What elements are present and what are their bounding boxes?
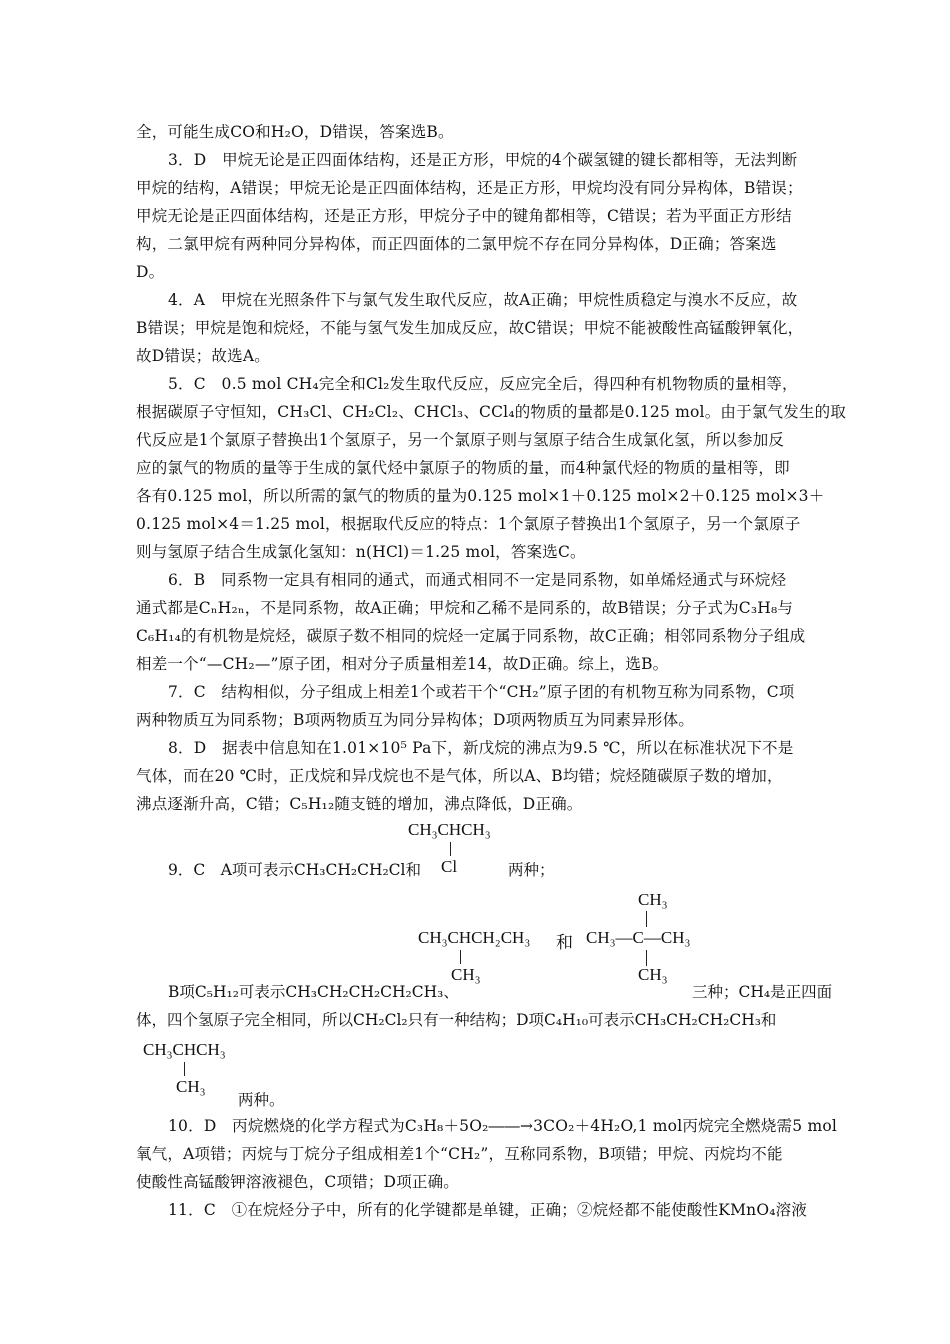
text-line: 甲烷无论是正四面体结构，还是正方形，甲烷分子中的键角都相等，C错误；若为平面正方形结 xyxy=(136,207,792,225)
bond-line xyxy=(646,950,647,966)
text-line: B错误；甲烷是饱和烷烃，不能与氢气发生加成反应，故C错误；甲烷不能被酸性高锰酸钾氧化， xyxy=(136,319,804,337)
text-line: 甲烷的结构，A错误；甲烷无论是正四面体结构，还是正方形，甲烷均没有同分异构体，B错误； xyxy=(136,179,803,197)
text-line: 应的氯气的物质的量等于生成的氯代烃中氯原子的物质的量，而4种氯代烃的物质的量相等，即 xyxy=(136,459,790,477)
molecule-main-chain: CH₃CHCH₂CH₃ xyxy=(418,928,531,947)
text-line: 5．C 0.5 mol CH₄完全和Cl₂发生取代反应，反应完全后，得四种有机物物质的量相等， xyxy=(168,375,798,393)
q9-suffix-text: 两种； xyxy=(508,861,555,879)
text-line: 则与氢原子结合生成氯化氢知：n(HCl)＝1.25 mol，答案选C。 xyxy=(136,543,586,561)
molecule-neopentane xyxy=(586,928,696,948)
molecule-2-chloropropane xyxy=(408,820,491,840)
text-line: 0.125 mol×4＝1.25 mol，根据取代反应的特点：1个氯原子替换出1个氢原子，另一个氯原子 xyxy=(136,515,801,533)
molecule-isobutane xyxy=(143,1040,226,1060)
molecule-isopentane xyxy=(418,928,530,948)
molecule-main-chain: CH₃CHCH₃ xyxy=(408,820,491,839)
q9-b-prefix-text: B项C₅H₁₂可表示CH₃CH₂CH₂CH₂CH₃、 xyxy=(168,983,459,1001)
bond-line xyxy=(646,911,647,927)
text-line: 4．A 甲烷在光照条件下与氯气发生取代反应，故A正确；甲烷性质稳定与溴水不反应，故 xyxy=(168,291,798,309)
text-line: 氧气，A项错；丙烷与丁烷分子组成相差1个“CH₂”，互称同系物，B项错；甲烷、丙烷均不能 xyxy=(136,1145,783,1163)
text-line: 故D错误；故选A。 xyxy=(136,347,270,365)
q9-b-suffix-text: 三种；CH₄是正四面 xyxy=(692,983,833,1001)
text-line: 代反应是1个氯原子替换出1个氢原子，另一个氯原子则与氢原子结合生成氯化氢，所以参加反 xyxy=(136,431,785,449)
molecule-substituent: Cl xyxy=(441,857,458,876)
text-line: 各有0.125 mol，所以所需的氯气的物质的量为0.125 mol×1＋0.125 mol×2＋0.125 mol×3＋ xyxy=(136,487,825,505)
answer-text-block xyxy=(136,118,847,818)
text-line: 沸点逐渐升高，C错；C₅H₁₂随支链的增加，沸点降低，D正确。 xyxy=(136,795,583,813)
text-line: 使酸性高锰酸钾溶液褪色，C项错；D项正确。 xyxy=(136,1173,459,1191)
molecule-substituent: CH₃ xyxy=(176,1077,206,1096)
text-line: 3．D 甲烷无论是正四面体结构，还是正方形，甲烷的4个碳氢键的键长都相等，无法判断 xyxy=(168,151,798,169)
q9-prefix-text: 9．C A项可表示CH₃CH₂CH₂Cl和 xyxy=(168,861,422,879)
molecule-substituent: CH₃ xyxy=(451,965,481,984)
text-line: 通式都是CₙH₂ₙ，不是同系物，故A正确；甲烷和乙稀不是同系的，故B错误；分子式为C₃H₈与 xyxy=(136,599,794,617)
text-line: 全，可能生成CO和H₂O，D错误，答案选B。 xyxy=(136,123,454,141)
text-line: 构，二氯甲烷有两种同分异构体，而正四面体的二氯甲烷不存在同分异构体，D正确；答案选 xyxy=(136,235,777,253)
answer-text-block-tail xyxy=(136,1112,840,1224)
bond-line xyxy=(184,1062,185,1076)
bond-line xyxy=(450,842,451,856)
molecule-main-chain: CH₃CHCH₃ xyxy=(143,1040,226,1059)
text-line: 8．D 据表中信息知在1.01×10⁵ Pa下，新戊烷的沸点为9.5 ℃，所以在标准状况下不是 xyxy=(168,739,794,757)
molecule-main-chain: CH₃—C—CH₃ xyxy=(586,928,691,947)
text-line: 根据碳原子守恒知，CH₃Cl、CH₂Cl₂、CHCl₃、CCl₄的物质的量都是0.125 mol。由于氯气发生的取 xyxy=(136,403,847,421)
q9-d-suffix-text: 两种。 xyxy=(238,1091,285,1109)
text-line: 两种物质互为同系物；B项两物质互为同分异构体；D项两物质互为同素异形体。 xyxy=(136,711,695,729)
molecule-substituent-bottom: CH₃ xyxy=(638,965,668,984)
text-line: C₆H₁₄的有机物是烷烃，碳原子数不相同的烷烃一定属于同系物，故C正确；相邻同系物分子组成 xyxy=(136,627,806,645)
text-line: 10．D 丙烷燃烧的化学方程式为C₃H₈＋5O₂――→3CO₂＋4H₂O,1 mol丙烷完全燃烧需5 mol xyxy=(168,1117,838,1135)
text-line: 11．C ①在烷烃分子中，所有的化学键都是单键，正确；②烷烃都不能使酸性KMnO₄溶液 xyxy=(168,1201,808,1219)
bond-line xyxy=(460,950,461,964)
text-line: 7．C 结构相似，分子组成上相差1个或若干个“CH₂”原子团的有机物互称为同系物，C项 xyxy=(168,683,795,701)
text-line: 相差一个“—CH₂—”原子团，相对分子质量相差14，故D正确。综上，选B。 xyxy=(136,655,669,673)
and-word: 和 xyxy=(556,933,573,952)
molecule-substituent-top: CH₃ xyxy=(638,890,668,909)
text-line: 6．B 同系物一定具有相同的通式，而通式相同不一定是同系物，如单烯烃通式与环烷烃 xyxy=(168,571,787,589)
text-line: 气体，而在20 ℃时，正戊烷和异戊烷也不是气体，所以A、B均错；烷烃随碳原子数的增加， xyxy=(136,767,783,785)
text-line: D。 xyxy=(136,263,165,281)
q9-line2-text: 体，四个氢原子完全相同，所以CH₂Cl₂只有一种结构；D项C₄H₁₀可表示CH₃CH₂CH₂CH₃和 xyxy=(136,1011,777,1029)
